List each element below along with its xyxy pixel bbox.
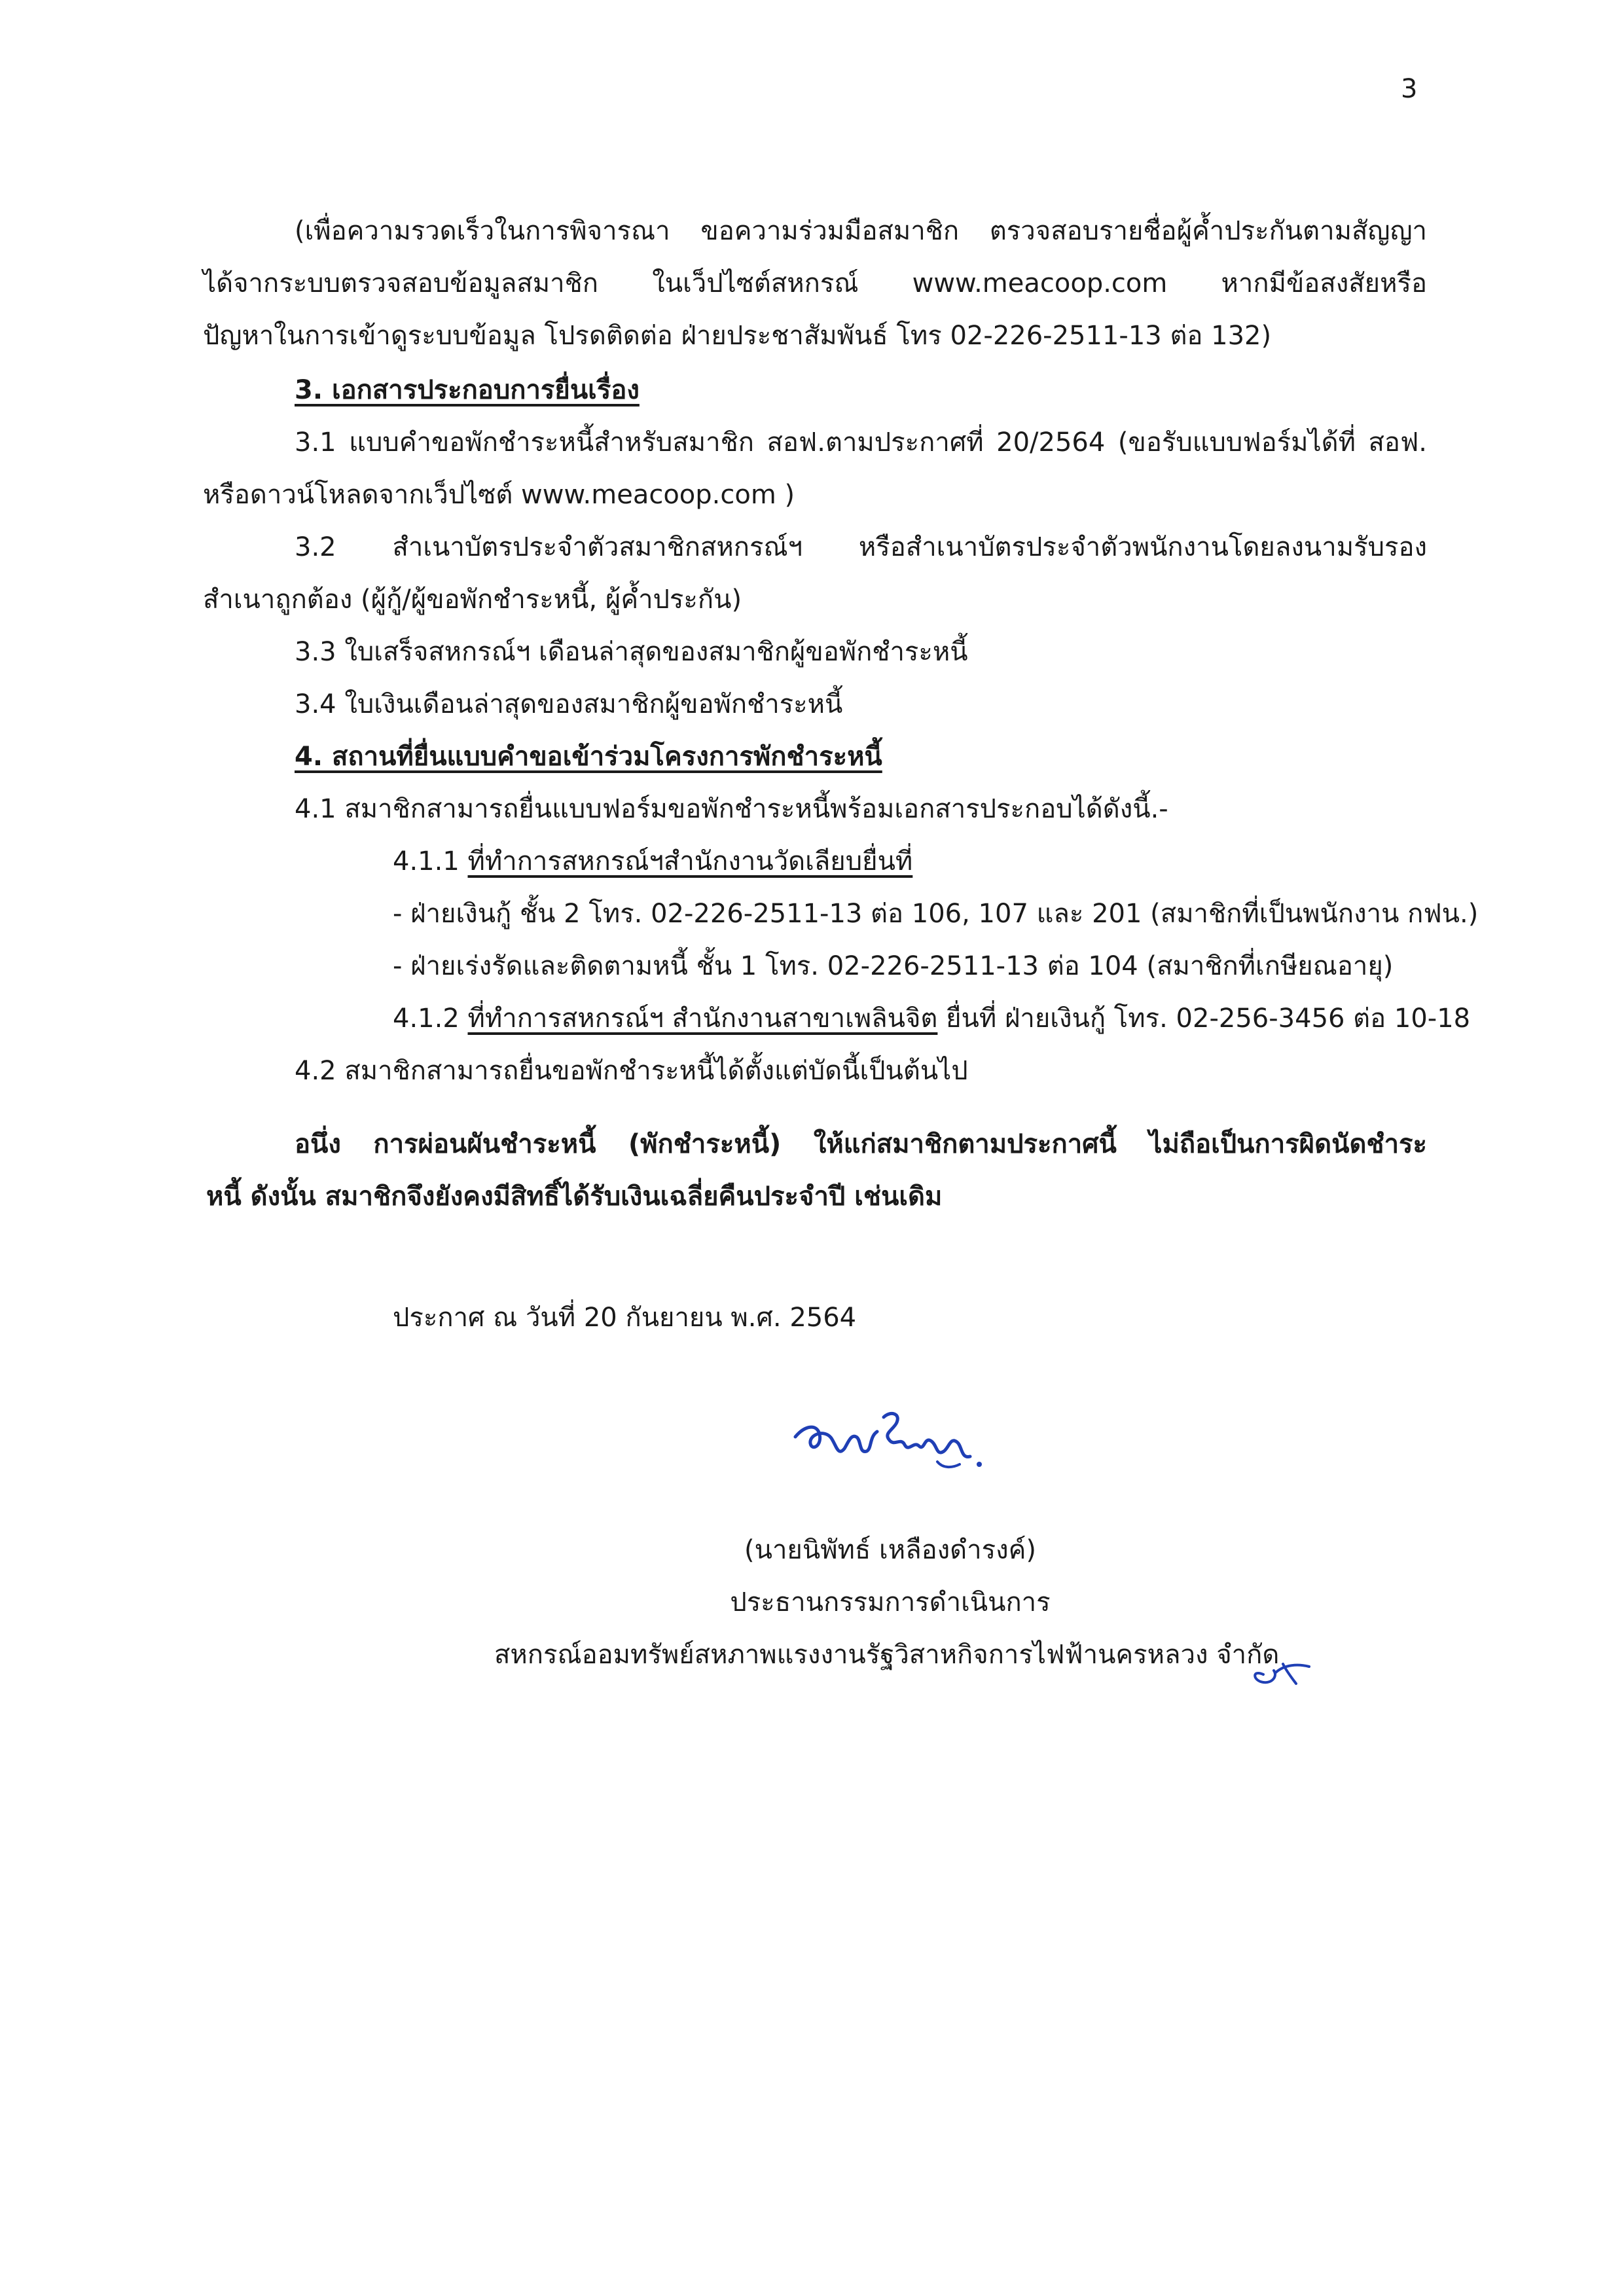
item-4-1-1-collection-dept: - ฝ่ายเร่งรัดและติดตามหนี้ ชั้น 1 โทร. 02-226-2511-13 ต่อ 104 (สมาชิกที่เกษียณอายุ) xyxy=(393,951,1394,981)
item-4-1-2-number: 4.1.2 xyxy=(393,1003,460,1034)
signatory-name: (นายนิพัทธ์ เหลืองดำรงค์) xyxy=(744,1535,1036,1565)
note-line-1: อนึ่ง การผ่อนผันชำระหนี้ (พักชำระหนี้) ให้แก่สมาชิกตามประกาศนี้ ไม่ถือเป็นการผิดนัดชำระ xyxy=(295,1129,1427,1159)
item-3-4: 3.4 ใบเงินเดือนล่าสุดของสมาชิกผู้ขอพักชำระหนี้ xyxy=(295,689,843,719)
intro-line-1: (เพื่อความรวดเร็วในการพิจารณา ขอความร่วมมือสมาชิก ตรวจสอบรายชื่อผู้ค้ำประกันตามสัญญา xyxy=(295,216,1427,246)
signature-image xyxy=(785,1391,995,1489)
item-4-1: 4.1 สมาชิกสามารถยื่นแบบฟอร์มขอพักชำระหนี้พร้อมเอกสารประกอบได้ดังนี้.- xyxy=(295,794,1168,824)
item-3-2-line-1: 3.2 สำเนาบัตรประจำตัวสมาชิกสหกรณ์ฯ หรือสำเนาบัตรประจำตัวพนักงานโดยลงนามรับรอง xyxy=(295,532,1427,562)
note-line-2: หนี้ ดังนั้น สมาชิกจึงยังคงมีสิทธิ์ได้รับเงินเฉลี่ยคืนประจำปี เช่นเดิม xyxy=(206,1182,943,1212)
item-4-1-2-rest: ยื่นที่ ฝ่ายเงินกู้ โทร. 02-256-3456 ต่อ 10-18 xyxy=(946,1003,1471,1034)
announcement-date: ประกาศ ณ วันที่ 20 กันยายน พ.ศ. 2564 xyxy=(393,1303,857,1333)
item-4-1-1 xyxy=(393,843,912,880)
signatory-title: ประธานกรรมการดำเนินการ xyxy=(730,1587,1051,1617)
item-3-2-line-2: สำเนาถูกต้อง (ผู้กู้/ผู้ขอพักชำระหนี้, ผู้ค้ำประกัน) xyxy=(203,585,742,615)
section-4-heading: 4. สถานที่ยื่นแบบคำขอเข้าร่วมโครงการพักชำระหนี้ xyxy=(295,742,882,772)
item-4-1-2-place: ที่ทำการสหกรณ์ฯ สำนักงานสาขาเพลินจิต xyxy=(467,1003,938,1034)
item-4-2: 4.2 สมาชิกสามารถยื่นขอพักชำระหนี้ได้ตั้งแต่บัดนี้เป็นต้นไป xyxy=(295,1056,968,1086)
intro-line-3: ปัญหาในการเข้าดูระบบข้อมูล โปรดติดต่อ ฝ่ายประชาสัมพันธ์ โทร 02-226-2511-13 ต่อ 132) xyxy=(203,321,1272,351)
item-4-1-2 xyxy=(393,1000,1470,1037)
section-3-heading: 3. เอกสารประกอบการยื่นเรื่อง xyxy=(295,375,640,405)
signatory-organization: สหกรณ์ออมทรัพย์สหภาพแรงงานรัฐวิสาหกิจการไฟฟ้านครหลวง จำกัด xyxy=(494,1640,1280,1670)
intro-line-2: ได้จากระบบตรวจสอบข้อมูลสมาชิก ในเว็ปไซต์สหกรณ์ www.meacoop.com หากมีข้อสงสัยหรือ xyxy=(203,268,1427,298)
item-3-1-line-2: หรือดาวน์โหลดจากเว็ปไซต์ www.meacoop.com ) xyxy=(203,480,795,510)
item-4-1-1-place: ที่ทำการสหกรณ์ฯสำนักงานวัดเลียบยื่นที่ xyxy=(467,846,913,876)
item-3-3: 3.3 ใบเสร็จสหกรณ์ฯ เดือนล่าสุดของสมาชิกผู้ขอพักชำระหนี้ xyxy=(295,637,968,667)
item-4-1-1-loan-dept: - ฝ่ายเงินกู้ ชั้น 2 โทร. 02-226-2511-13 ต่อ 106, 107 และ 201 (สมาชิกที่เป็นพนักงาน กฟน.) xyxy=(393,899,1479,929)
initials-mark-image xyxy=(1244,1650,1316,1689)
page-number: 3 xyxy=(1401,74,1418,104)
item-4-1-1-number: 4.1.1 xyxy=(393,846,460,876)
item-3-1-line-1: 3.1 แบบคำขอพักชำระหนี้สำหรับสมาชิก สอฟ.ตามประกาศที่ 20/2564 (ขอรับแบบฟอร์มได้ที่ สอฟ. xyxy=(295,427,1427,458)
